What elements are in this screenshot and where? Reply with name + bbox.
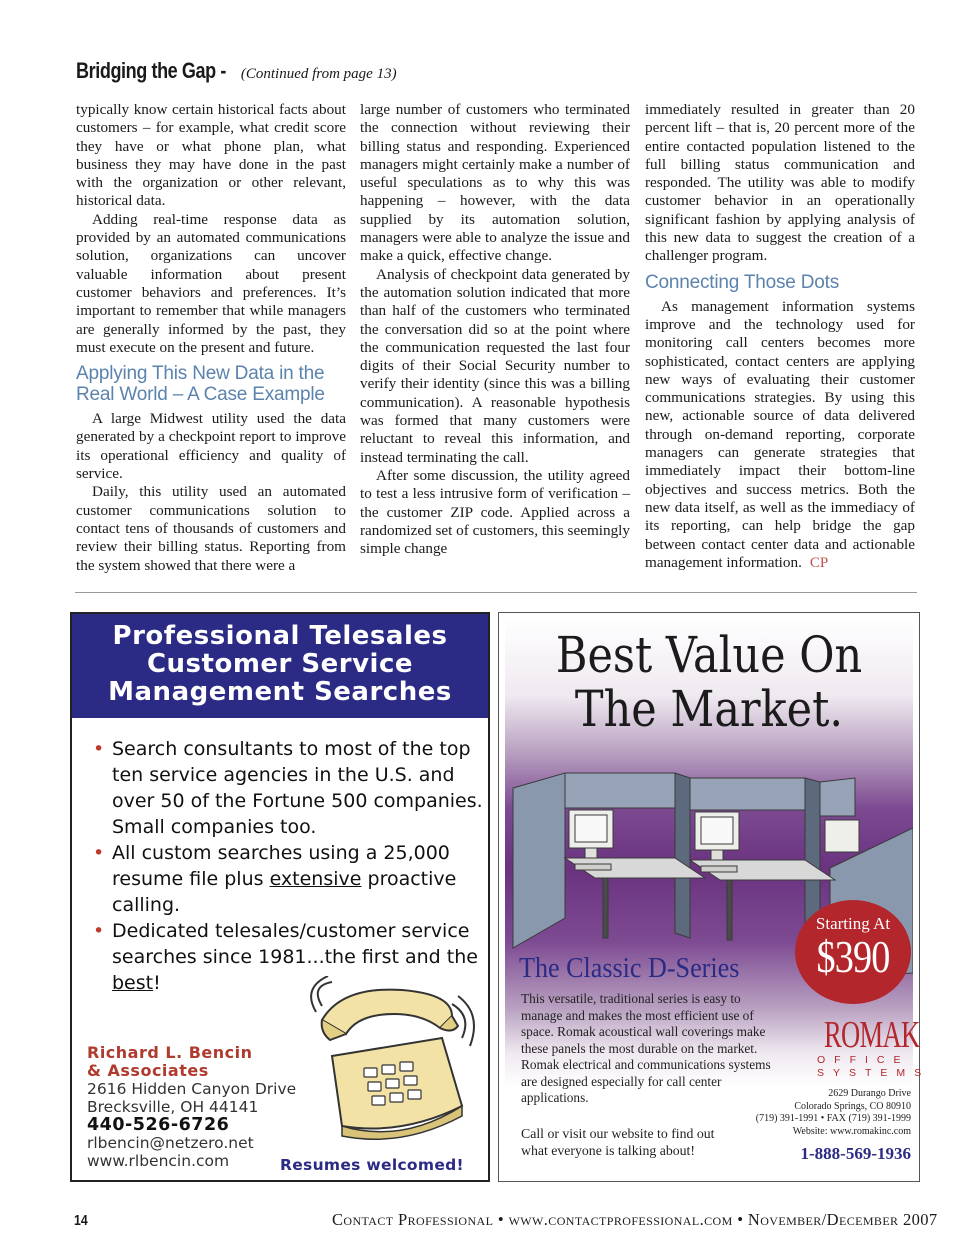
list-item bbox=[88, 840, 483, 918]
phone-line: (719) 391-1991 • FAX (719) 391-1999 bbox=[755, 1113, 911, 1124]
article-title: Bridging the Gap - bbox=[76, 58, 226, 83]
article-column-3 bbox=[645, 101, 915, 572]
website-line: Website: www.romakinc.com bbox=[792, 1125, 911, 1137]
ad-panel bbox=[505, 618, 931, 1176]
ad-romak bbox=[498, 612, 931, 1182]
paragraph: Adding real-time response data as provided by an automated communications solution, organizations can uncover valuable information about present customer behaviors and preferences. It’s important to remember that while managers are generally informed by the past, they must execute on the present and future. bbox=[76, 210, 346, 356]
romak-logo bbox=[809, 1014, 931, 1080]
paragraph: Daily, this utility used an automated customer communications solution to contact tens of thousands of customers and review their billing status. Reporting from the system showed that there were a bbox=[76, 483, 346, 574]
ad-bullet-list bbox=[88, 736, 483, 996]
call-to-action: Call or visit our website to find out what everyone is talking about! bbox=[521, 1126, 715, 1158]
logo-subtitle: OFFICE SYSTEMS bbox=[817, 1054, 931, 1079]
address-line: Brecksville, OH 44141 bbox=[87, 1098, 259, 1116]
logo-word: ROMAK bbox=[824, 1014, 920, 1056]
paragraph: typically know certain historical facts about customers – for example, what credit score they have or what phone plan, what business they may have done in the past with the organization or other relevant, historical data. bbox=[76, 101, 346, 210]
section-heading: Connecting Those Dots bbox=[645, 271, 840, 293]
ad-header-line: Customer Service bbox=[146, 649, 414, 679]
address-line: Colorado Springs, CO 80910 bbox=[794, 1100, 911, 1112]
bullet-text: Search consultants to most of the top ten service agencies in the U.S. and over 50 of the Fortune 500 companies. Small companies too. bbox=[112, 738, 483, 838]
badge-price: $390 bbox=[816, 932, 890, 982]
ad-bencin bbox=[70, 612, 490, 1182]
contact-block bbox=[87, 1044, 347, 1170]
bullet-text: Dedicated telesales/customer service searches since 1981...the first and the bbox=[112, 920, 478, 968]
address-line: 2616 Hidden Canyon Drive bbox=[87, 1080, 297, 1098]
paragraph-text: As management information systems improve and the technology used for monitoring call centers becomes more sophisticated, contact centers are applying new ways of evaluating their customer communications strategies. By using this new, actionable source of data delivered through on-demand reporting, corporate managers can generate strategies that immediately impact their bottom-line objectives and success metrics. Both the new data itself, as well as the immediacy of its reporting, can help bridge the gap between contact center data and actionable management information. bbox=[645, 297, 915, 571]
ad-headline bbox=[534, 628, 885, 736]
page-number: 14 bbox=[74, 1212, 88, 1229]
headline-line: Best Value On bbox=[555, 626, 863, 684]
contact-email: rlbencin@netzero.net bbox=[87, 1134, 254, 1152]
product-description: This versatile, traditional series is easy to manage and makes the most efficient use of space. Romak acoustical wall coverings make these panels the most durable on the market. Romak electrical and communications systems are designed especially for call center applications. bbox=[521, 991, 771, 1105]
contact-name: Richard L. Bencin bbox=[87, 1043, 253, 1062]
price-badge bbox=[795, 900, 911, 1004]
contact-phone: 440-526-6726 bbox=[87, 1115, 230, 1135]
end-mark: CP bbox=[809, 554, 829, 571]
footer-publication: Contact Professional • www.contactprofessional.com • November/December 2007 bbox=[332, 1210, 938, 1229]
bullet-icon: • bbox=[93, 842, 105, 864]
badge-label: Starting At bbox=[815, 914, 891, 933]
bullet-icon: • bbox=[93, 738, 105, 760]
section-heading: Applying This New Data in the Real World – A Case Example bbox=[76, 363, 325, 406]
toll-free-number: 1-888-569-1936 bbox=[800, 1144, 911, 1163]
bullet-text: ! bbox=[153, 972, 161, 994]
divider bbox=[75, 592, 917, 593]
headline-line: The Market. bbox=[574, 680, 844, 738]
paragraph: A large Midwest utility used the data generated by a checkpoint report to improve its operational efficiency and quality of service. bbox=[76, 410, 346, 483]
ad-header bbox=[72, 614, 488, 718]
bullet-icon: • bbox=[93, 920, 105, 942]
continued-note: (Continued from page 13) bbox=[240, 66, 397, 82]
ad-header-line: Professional Telesales bbox=[112, 621, 448, 651]
contact-website: www.rlbencin.com bbox=[87, 1152, 230, 1170]
emphasis: best bbox=[112, 972, 154, 994]
emphasis: extensive bbox=[269, 868, 362, 890]
ad-header-line: Management Searches bbox=[108, 677, 452, 707]
paragraph: immediately resulted in greater than 20 percent lift – that is, 20 percent more of the entire contacted population listened to the full billing status communication and responded. The utility was able to modify customer behavior in an operationally significant fashion by applying analysis of this new data to suggest the creation of a challenger program. bbox=[645, 101, 915, 265]
article-header bbox=[76, 58, 397, 84]
product-title: The Classic D-Series bbox=[519, 952, 740, 984]
article-column-1 bbox=[76, 101, 346, 575]
list-item bbox=[88, 736, 483, 840]
bullet-text: All custom searches using a 25,000 resume file plus bbox=[112, 842, 450, 890]
ad-tagline: Resumes welcomed! bbox=[280, 1156, 464, 1174]
paragraph bbox=[645, 298, 915, 572]
paragraph: After some discussion, the utility agreed to test a less intrusive form of verification – the customer ZIP code. Applied across a randomized set of customers, this seemingly simple change bbox=[360, 466, 630, 558]
paragraph: Analysis of checkpoint data generated by the automation solution indicated that more than half of the customers who terminated the conversation did so at the point where the communication requested the last four digits of their Social Security number to verify their identity (since this was a billing communication). A reasonable hypothesis was formed that many customers were reluctant to reveal this information, and instead terminating the call. bbox=[360, 265, 630, 466]
address-line: 2629 Durango Drive bbox=[828, 1088, 911, 1099]
contact-company: & Associates bbox=[87, 1061, 209, 1080]
romak-address bbox=[741, 1088, 911, 1138]
article-column-2 bbox=[360, 101, 630, 558]
paragraph: large number of customers who terminated the connection without reviewing their billing status and responding. Experienced managers might certainly make a number of useful speculations as to why this was happening – however, with the data supplied by its automation solution, managers were able to analyze the issue and make a quick, effective change. bbox=[360, 101, 630, 265]
bullet-text: proactive calling. bbox=[112, 868, 457, 916]
